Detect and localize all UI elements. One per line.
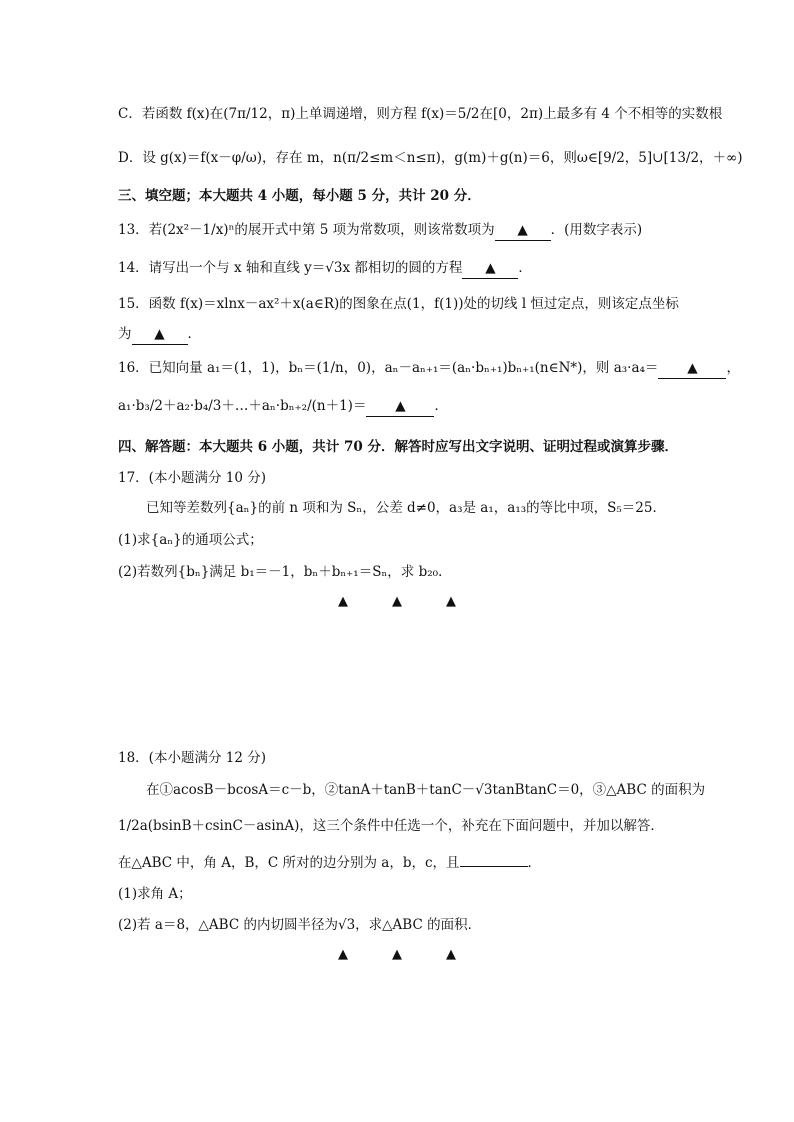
question-14: [118, 258, 532, 279]
question-17-body: 已知等差数列{aₙ}的前 n 项和为 Sₙ，公差 d≠0，a₃是 a₁，a₁₃的等比中项，S₅＝25．: [146, 500, 666, 516]
question-18-part-2: (2)若 a＝8，△ABC 的内切圆半径为√3，求△ABC 的面积．: [118, 917, 482, 933]
option-d: D．设 g(x)＝f(x－φ/ω)，存在 m，n(π/2≤m＜n≤π)，g(m)＋g(n)＝6，则ω∈[9/2，5]∪[13/2，＋∞): [118, 150, 743, 166]
triangle-mark: ▲: [392, 947, 402, 962]
question-18-part-1: (1)求角 A；: [118, 886, 192, 902]
section-4-heading: 四、解答题：本大题共 6 小题，共计 70 分．解答时应写出文字说明、证明过程或演算步骤．: [118, 439, 678, 455]
section-3-heading: 三、填空题；本大题共 4 小题，每小题 5 分，共计 20 分．: [118, 188, 481, 204]
option-c: C．若函数 f(x)在(7π/12，π)上单调递增，则方程 f(x)＝5/2在[0，2π)上最多有 4 个不相等的实数根: [118, 106, 723, 122]
question-15-prefix: 为: [118, 326, 132, 342]
question-18-body-3: [118, 853, 541, 873]
question-16-blank-2: ▲: [366, 396, 434, 417]
question-16-text-1: 16．已知向量 a₁＝(1，1)，bₙ＝(1/n，0)，aₙ－aₙ₊₁＝(aₙ·bₙ₊₁)bₙ₊₁(n∈N*)，则 a₃·a₄＝: [118, 360, 659, 376]
question-13-tail: ．(用数字表示): [550, 222, 643, 238]
question-13-blank: ▲: [495, 220, 551, 241]
answer-space-18: [0, 947, 794, 962]
question-18-body-2: 1/2a(bsinB＋csinC－asinA)，这三个条件中任选一个，补充在下面问题中，并加以解答．: [118, 818, 664, 834]
question-16-text-2: a₁·b₃/2＋a₂·b₄/3＋…＋aₙ·bₙ₊₂/(n＋1)＝: [118, 398, 367, 414]
triangle-mark: ▲: [338, 594, 348, 609]
question-15-line-2: [118, 324, 201, 345]
question-18-header: 18．(本小题满分 12 分): [118, 750, 266, 766]
question-14-blank: ▲: [462, 258, 518, 279]
question-18-blank: [460, 866, 528, 867]
question-15-blank: ▲: [132, 324, 188, 345]
question-16-line-2: [118, 396, 448, 417]
answer-space-17: [0, 594, 794, 609]
triangle-mark: ▲: [338, 947, 348, 962]
question-18-body-3-text: 在△ABC 中，角 A，B，C 所对的边分别为 a，b，c，且: [118, 855, 460, 871]
question-13: [118, 220, 642, 241]
question-18-body-3-tail: ．: [527, 855, 542, 871]
question-17-header: 17．(本小题满分 10 分): [118, 470, 266, 486]
triangle-mark: ▲: [392, 594, 402, 609]
question-17-part-2: (2)若数列{bₙ}满足 b₁＝－1，bₙ＋bₙ₊₁＝Sₙ，求 b₂₀．: [118, 564, 452, 580]
question-16-line-1: [118, 358, 740, 379]
question-14-tail: ．: [518, 260, 532, 276]
question-16-tail-1: ，: [726, 360, 740, 376]
question-17-part-1: (1)求{aₙ}的通项公式；: [118, 532, 263, 548]
question-13-text: 13．若(2x²－1/x)ⁿ的展开式中第 5 项为常数项，则该常数项为: [118, 222, 495, 238]
question-18-body-1: 在①acosB－bcosA＝c－b，②tanA＋tanB＋tanC－√3tanBtanC＝0，③△ABC 的面积为: [146, 782, 706, 798]
question-15-tail: ．: [187, 326, 201, 342]
triangle-mark: ▲: [446, 594, 456, 609]
question-16-blank-1: ▲: [658, 358, 726, 379]
triangle-mark: ▲: [446, 947, 456, 962]
question-16-tail-2: ．: [434, 398, 448, 414]
question-15-line-1: 15．函数 f(x)＝xlnx－ax²＋x(a∈R)的图象在点(1，f(1))处的切线 l 恒过定点，则该定点坐标: [118, 296, 679, 312]
question-14-text: 14．请写出一个与 x 轴和直线 y＝√3x 都相切的圆的方程: [118, 260, 463, 276]
